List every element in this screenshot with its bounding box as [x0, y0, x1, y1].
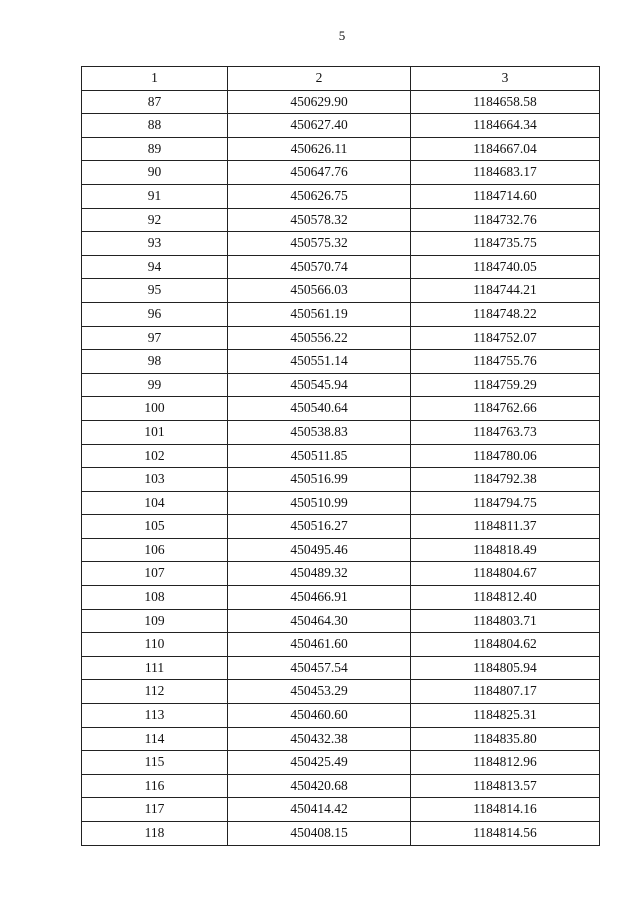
table-cell-col-2: 450510.99	[228, 491, 411, 515]
table-cell-col-3: 1184804.67	[411, 562, 600, 586]
table-cell-col-3: 1184818.49	[411, 538, 600, 562]
table-cell-col-3: 1184683.17	[411, 161, 600, 185]
table-row	[82, 751, 600, 775]
table-cell-col-3: 1184812.40	[411, 586, 600, 610]
table-row	[82, 798, 600, 822]
table-cell-col-1: 94	[82, 255, 228, 279]
table-cell-col-3: 1184752.07	[411, 326, 600, 350]
table-header	[82, 67, 600, 91]
column-header-3: 3	[411, 67, 600, 91]
table-row	[82, 633, 600, 657]
table-cell-col-1: 116	[82, 774, 228, 798]
table-cell-col-1: 95	[82, 279, 228, 303]
table-cell-col-2: 450420.68	[228, 774, 411, 798]
table-cell-col-3: 1184811.37	[411, 515, 600, 539]
table-cell-col-3: 1184714.60	[411, 184, 600, 208]
table-cell-col-1: 104	[82, 491, 228, 515]
table-cell-col-3: 1184813.57	[411, 774, 600, 798]
table-cell-col-3: 1184658.58	[411, 90, 600, 114]
table-cell-col-3: 1184794.75	[411, 491, 600, 515]
table-cell-col-2: 450566.03	[228, 279, 411, 303]
table-cell-col-2: 450551.14	[228, 350, 411, 374]
table-row	[82, 326, 600, 350]
table-cell-col-1: 101	[82, 420, 228, 444]
table-row	[82, 279, 600, 303]
table-cell-col-2: 450647.76	[228, 161, 411, 185]
table-cell-col-1: 114	[82, 727, 228, 751]
table-cell-col-1: 107	[82, 562, 228, 586]
table-cell-col-1: 109	[82, 609, 228, 633]
table-cell-col-3: 1184762.66	[411, 397, 600, 421]
table-cell-col-3: 1184755.76	[411, 350, 600, 374]
table-cell-col-2: 450408.15	[228, 822, 411, 846]
table-cell-col-2: 450556.22	[228, 326, 411, 350]
table-cell-col-1: 100	[82, 397, 228, 421]
table-cell-col-1: 103	[82, 468, 228, 492]
table-row	[82, 255, 600, 279]
table-row	[82, 515, 600, 539]
table-cell-col-3: 1184759.29	[411, 373, 600, 397]
table-cell-col-3: 1184814.56	[411, 822, 600, 846]
table-body	[82, 90, 600, 845]
table-row	[82, 538, 600, 562]
table-cell-col-3: 1184748.22	[411, 302, 600, 326]
table-cell-col-3: 1184732.76	[411, 208, 600, 232]
table-cell-col-3: 1184803.71	[411, 609, 600, 633]
table-cell-col-3: 1184740.05	[411, 255, 600, 279]
table-cell-col-1: 113	[82, 704, 228, 728]
table-cell-col-3: 1184664.34	[411, 114, 600, 138]
table-cell-col-2: 450575.32	[228, 232, 411, 256]
table-cell-col-1: 106	[82, 538, 228, 562]
table-row	[82, 184, 600, 208]
table-cell-col-2: 450516.27	[228, 515, 411, 539]
table-cell-col-1: 115	[82, 751, 228, 775]
table-cell-col-2: 450578.32	[228, 208, 411, 232]
table-cell-col-3: 1184804.62	[411, 633, 600, 657]
table-cell-col-1: 108	[82, 586, 228, 610]
table-cell-col-2: 450453.29	[228, 680, 411, 704]
table-row	[82, 397, 600, 421]
table-row	[82, 114, 600, 138]
table-row	[82, 137, 600, 161]
table-cell-col-2: 450457.54	[228, 656, 411, 680]
table-cell-col-1: 105	[82, 515, 228, 539]
page-number: 5	[338, 28, 346, 43]
table-cell-col-1: 118	[82, 822, 228, 846]
table-cell-col-2: 450561.19	[228, 302, 411, 326]
table-cell-col-1: 97	[82, 326, 228, 350]
table-cell-col-2: 450511.85	[228, 444, 411, 468]
table-cell-col-2: 450626.11	[228, 137, 411, 161]
table-cell-col-2: 450489.32	[228, 562, 411, 586]
table-row	[82, 302, 600, 326]
table-row	[82, 161, 600, 185]
table-cell-col-3: 1184812.96	[411, 751, 600, 775]
table-cell-col-3: 1184744.21	[411, 279, 600, 303]
table-row	[82, 586, 600, 610]
coordinates-table	[81, 66, 600, 846]
table-cell-col-3: 1184792.38	[411, 468, 600, 492]
table-cell-col-1: 102	[82, 444, 228, 468]
table-cell-col-2: 450414.42	[228, 798, 411, 822]
table-cell-col-2: 450538.83	[228, 420, 411, 444]
table-cell-col-2: 450540.64	[228, 397, 411, 421]
table-row	[82, 208, 600, 232]
table-cell-col-2: 450461.60	[228, 633, 411, 657]
table-row	[82, 704, 600, 728]
table-row	[82, 727, 600, 751]
table-row	[82, 680, 600, 704]
table-row	[82, 350, 600, 374]
table-row	[82, 420, 600, 444]
table-cell-col-1: 117	[82, 798, 228, 822]
header-row	[82, 67, 600, 91]
table-row	[82, 468, 600, 492]
table-cell-col-2: 450545.94	[228, 373, 411, 397]
column-header-1: 1	[82, 67, 228, 91]
table-cell-col-2: 450464.30	[228, 609, 411, 633]
column-header-2: 2	[228, 67, 411, 91]
table-cell-col-2: 450425.49	[228, 751, 411, 775]
table-cell-col-1: 111	[82, 656, 228, 680]
table-cell-col-3: 1184667.04	[411, 137, 600, 161]
table-cell-col-3: 1184814.16	[411, 798, 600, 822]
table-row	[82, 491, 600, 515]
table-cell-col-1: 110	[82, 633, 228, 657]
table-row	[82, 90, 600, 114]
table-cell-col-1: 96	[82, 302, 228, 326]
table-cell-col-3: 1184807.17	[411, 680, 600, 704]
table-cell-col-1: 112	[82, 680, 228, 704]
table-cell-col-1: 99	[82, 373, 228, 397]
table-cell-col-2: 450627.40	[228, 114, 411, 138]
table-cell-col-2: 450570.74	[228, 255, 411, 279]
coordinates-table-container	[81, 66, 599, 846]
table-cell-col-3: 1184805.94	[411, 656, 600, 680]
table-cell-col-3: 1184825.31	[411, 704, 600, 728]
table-cell-col-3: 1184835.80	[411, 727, 600, 751]
table-cell-col-3: 1184735.75	[411, 232, 600, 256]
table-cell-col-2: 450466.91	[228, 586, 411, 610]
table-cell-col-1: 98	[82, 350, 228, 374]
table-cell-col-1: 93	[82, 232, 228, 256]
table-row	[82, 822, 600, 846]
table-cell-col-2: 450460.60	[228, 704, 411, 728]
table-row	[82, 444, 600, 468]
table-cell-col-1: 88	[82, 114, 228, 138]
table-cell-col-2: 450432.38	[228, 727, 411, 751]
table-cell-col-1: 87	[82, 90, 228, 114]
table-cell-col-1: 89	[82, 137, 228, 161]
table-row	[82, 562, 600, 586]
table-cell-col-2: 450629.90	[228, 90, 411, 114]
table-cell-col-1: 90	[82, 161, 228, 185]
table-row	[82, 232, 600, 256]
table-cell-col-3: 1184780.06	[411, 444, 600, 468]
table-row	[82, 609, 600, 633]
table-row	[82, 373, 600, 397]
table-cell-col-1: 92	[82, 208, 228, 232]
table-cell-col-1: 91	[82, 184, 228, 208]
table-row	[82, 656, 600, 680]
table-row	[82, 774, 600, 798]
table-cell-col-3: 1184763.73	[411, 420, 600, 444]
table-cell-col-2: 450516.99	[228, 468, 411, 492]
table-cell-col-2: 450495.46	[228, 538, 411, 562]
table-cell-col-2: 450626.75	[228, 184, 411, 208]
